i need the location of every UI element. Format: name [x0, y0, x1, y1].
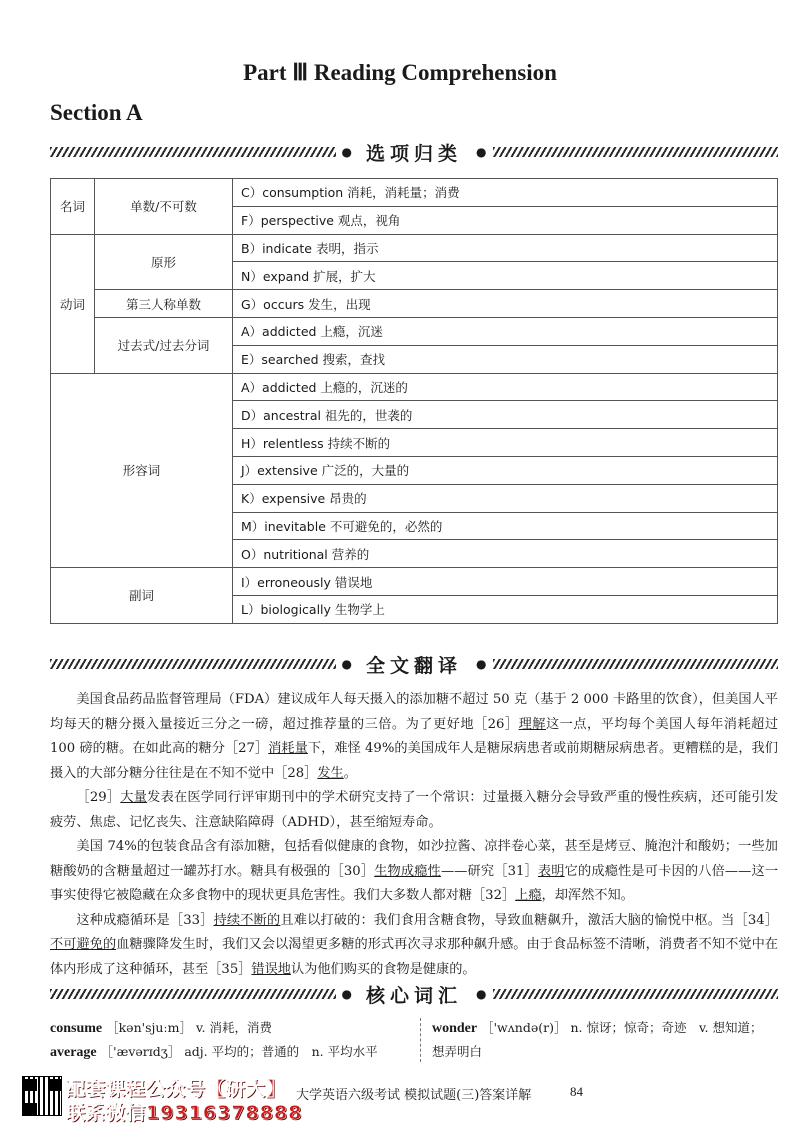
subcategory-cell: 第三人称单数 — [95, 290, 233, 318]
section-title: Section A — [50, 100, 143, 125]
vocab-item: D）ancestral 祖先的，世袭的 — [233, 401, 778, 429]
blank-answer: 发生 — [317, 765, 344, 781]
definition: n. 惊讶；惊奇；奇迹 v. 想知道； — [570, 1020, 763, 1035]
banner-classification — [50, 141, 778, 163]
translation-paragraph: ［29］大量发表在医学同行评审期刊中的学术研究支持了一个常识：过量摄入糖分会导致严重的慢性疾病，还可能引发疲劳、焦虑、记忆丧失、注意缺陷障碍（ADHD），甚至缩短寿命。 — [50, 790, 779, 830]
translation-paragraph: 美国食品药品监督管理局（FDA）建议成年人每天摄入的添加糖不超过 50 克（基于 2 000 卡路里的饮食），但美国人平均每天的糖分摄入量接近三分之一磅，超过推荐量的三倍。为了更好地［26］理解这一点，平均每个美国人每年消耗超过 100 磅的糖。在如此高的糖分［27］消耗量下，难怪 49%的美国成年人是糖尿病患者或前期糖尿病患者。更糟糕的是，我们摄入的大部分糖分往往是在不知不觉中［28］发生。 — [50, 692, 779, 781]
blank-answer: 持续不断的 — [213, 912, 281, 928]
blank-answer: 错误地 — [251, 961, 291, 977]
bullet-icon: ● — [341, 987, 352, 1001]
phonetic: ［'wʌndə(r)］ — [481, 1020, 567, 1035]
banner-label: 全文翻译 — [366, 654, 463, 677]
vocab-classification-table — [50, 178, 778, 624]
vocab-column — [50, 1016, 410, 1064]
pos-cell: 动词 — [51, 234, 95, 373]
definition: v. 消耗，消费 — [195, 1020, 272, 1035]
vocab-item: C）consumption 消耗，消耗量；消费 — [233, 179, 778, 207]
subcategory-cell: 单数/不可数 — [95, 179, 233, 235]
vocab-column — [432, 1016, 778, 1063]
vocab-item: M）inevitable 不可避免的，必然的 — [233, 512, 778, 540]
bullet-icon: ● — [341, 657, 352, 671]
vocab-item: F）perspective 观点，视角 — [233, 206, 778, 234]
translation-body — [50, 688, 778, 982]
vocab-item: B）indicate 表明，指示 — [233, 234, 778, 262]
definition: adj. 平均的；普通的 n. 平均水平 — [184, 1044, 378, 1059]
vocab-item: A）addicted 上瘾的，沉迷的 — [233, 373, 778, 401]
bullet-icon: ● — [341, 145, 352, 159]
pos-cell: 名词 — [51, 179, 95, 235]
hatch-divider — [50, 659, 336, 669]
blank-answer: 上瘾 — [515, 888, 542, 903]
hatch-divider — [493, 147, 779, 157]
subcategory-cell: 原形 — [95, 234, 233, 290]
table-row — [51, 568, 778, 596]
banner-label: 核心词汇 — [366, 984, 463, 1007]
hatch-divider — [50, 989, 336, 999]
blank-answer: 不可避免的 — [50, 937, 117, 952]
phonetic: ［'ævərɪdʒ］ — [100, 1044, 181, 1059]
vocab-entry — [432, 1016, 778, 1040]
subcategory-cell: 副词 — [51, 568, 233, 624]
bullet-icon: ● — [476, 657, 487, 671]
phonetic: ［kən'sjuːm］ — [106, 1020, 192, 1035]
banner-translation — [50, 653, 778, 675]
blank-answer: 生物成瘾性 — [374, 863, 441, 879]
core-vocab-list — [50, 1016, 778, 1062]
vocab-entry — [50, 1040, 410, 1064]
blank-answer: 理解 — [518, 716, 546, 732]
qr-code-icon — [22, 1076, 62, 1116]
table-row — [51, 373, 778, 401]
column-divider — [420, 1018, 421, 1062]
vocab-item: H）relentless 持续不断的 — [233, 429, 778, 457]
translation-paragraph: 美国 74%的包装食品含有添加糖，包括看似健康的食物，如沙拉酱、凉拌卷心菜，甚至是烤豆、腌泡汁和酸奶；一些加糖酸奶的含糖量超过一罐苏打水。糖具有极强的［30］生物成瘾性——研究［31］表明它的成瘾性是可卡因的八倍——这一事实使得它被隐藏在众多食物中的现状更具危害性。我们大多数人都对糖［32］上瘾，却浑然不知。 — [50, 839, 779, 903]
table-row — [51, 234, 778, 262]
vocab-item: O）nutritional 营养的 — [233, 540, 778, 568]
vocab-item: L）biologically 生物学上 — [233, 595, 778, 623]
watermark-line: 配套课程公众号【研大】 — [66, 1078, 287, 1100]
blank-answer: 大量 — [120, 790, 148, 805]
table-row — [51, 179, 778, 207]
watermark-line: 联系微信19316378888 — [66, 1102, 303, 1124]
hatch-divider — [493, 989, 779, 999]
blank-answer: 表明 — [537, 863, 565, 879]
bullet-icon: ● — [476, 145, 487, 159]
hatch-divider — [50, 147, 336, 157]
subcategory-cell: 过去式/过去分词 — [95, 317, 233, 373]
table-row — [51, 317, 778, 345]
vocab-item: A）addicted 上瘾，沉迷 — [233, 317, 778, 345]
blank-answer: 消耗量 — [268, 741, 308, 756]
banner-label: 选项归类 — [366, 142, 463, 165]
page-number: 84 — [570, 1084, 583, 1099]
bullet-icon: ● — [476, 987, 487, 1001]
translation-paragraph: 这种成瘾循环是［33］持续不断的且难以打破的：我们食用含糖食物，导致血糖飙升，激活大脑的愉悦中枢。当［34］不可避免的血糖骤降发生时，我们又会以渴望更多糖的形式再次寻求那种飙升感。由于食品标签不清晰，消费者不知不觉中在体内形成了这种循环，甚至［35］错误地认为他们购买的食物是健康的。 — [50, 912, 779, 977]
table-row — [51, 290, 778, 318]
headword: average — [50, 1045, 97, 1060]
banner-core-vocab — [50, 983, 778, 1005]
page-footer — [0, 1076, 800, 1126]
vocab-item: G）occurs 发生，出现 — [233, 290, 778, 318]
vocab-item: E）searched 搜索，查找 — [233, 345, 778, 373]
vocab-item: K）expensive 昂贵的 — [233, 484, 778, 512]
headword: wonder — [432, 1021, 478, 1036]
vocab-item: J）extensive 广泛的，大量的 — [233, 456, 778, 484]
definition-continued: 想弄明白 — [432, 1044, 483, 1059]
headword: consume — [50, 1021, 103, 1036]
book-title: 大学英语六级考试 模拟试题(三)答案详解 — [296, 1088, 532, 1103]
hatch-divider — [493, 659, 779, 669]
subcategory-cell: 形容词 — [51, 373, 233, 568]
vocab-entry — [50, 1016, 410, 1040]
vocab-item: I）erroneously 错误地 — [233, 568, 778, 596]
vocab-item: N）expand 扩展，扩大 — [233, 262, 778, 290]
part-title: Part Ⅲ Reading Comprehension — [243, 60, 557, 85]
